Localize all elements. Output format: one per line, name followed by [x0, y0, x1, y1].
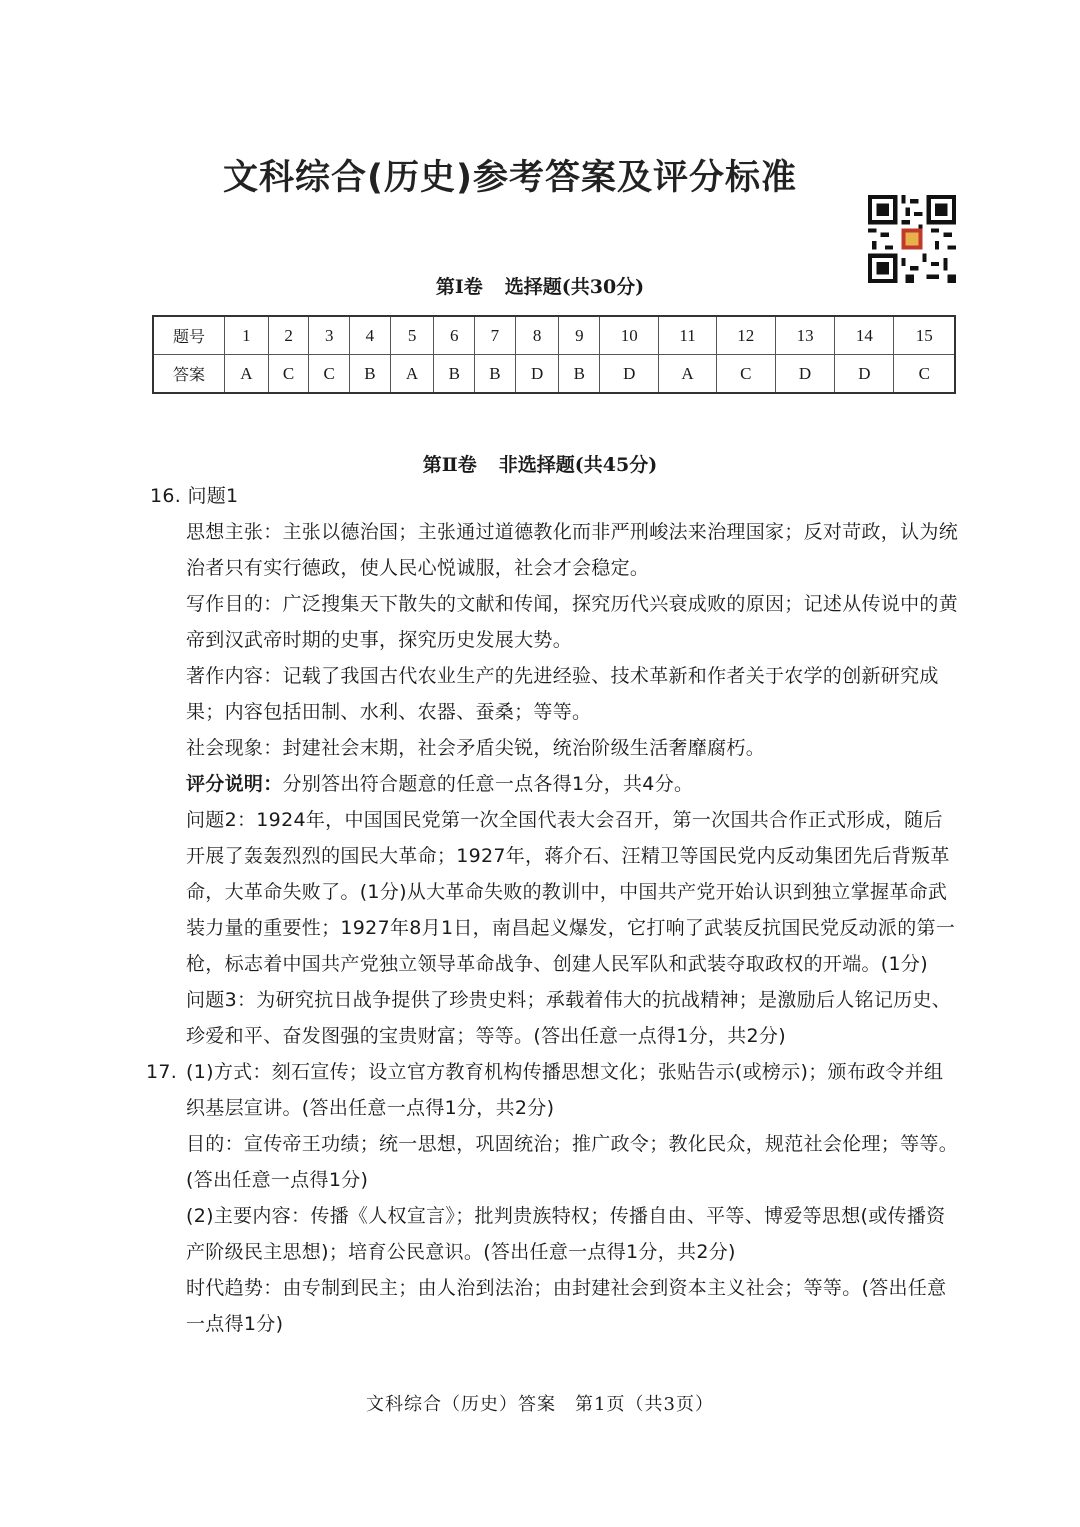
table-cell: B — [559, 355, 600, 394]
table-cell: 11 — [659, 316, 716, 355]
table-cell: 8 — [515, 316, 559, 355]
question-17-number: 17. — [146, 1061, 178, 1083]
table-cell: D — [515, 355, 559, 394]
table-cell: 5 — [390, 316, 434, 355]
q16-question-3: 问题3：为研究抗日战争提供了珍贵史料；承载着伟大的抗战精神；是激励后人铭记历史、珍爱和平、奋发图强的宝贵财富；等等。(答出任意一点得1分，共2分) — [186, 989, 952, 1047]
section-2-name: 非选择题(共45分) — [498, 454, 658, 476]
page-footer: 文科综合（历史）答案 第1页（共3页） — [366, 1394, 714, 1415]
table-cell: 4 — [350, 316, 391, 355]
q17-part2-trend: 时代趋势：由专制到民主；由人治到法治；由封建社会到资本主义社会；等等。(答出任意一点得1分) — [186, 1277, 947, 1335]
question-16-heading: 16. 问题1 — [150, 485, 239, 507]
table-cell: 1 — [225, 316, 269, 355]
table-cell: A — [659, 355, 716, 394]
table-cell: 14 — [835, 316, 894, 355]
q16-question-2: 问题2：1924年，中国国民党第一次全国代表大会召开，第一次国共合作正式形成，随后开展了轰轰烈烈的国民大革命；1927年，蒋介石、汪精卫等国民党内反动集团先后背叛革命，大革命失败了。(1分)从大革命失败的教训中，中国共产党开始认识到独立掌握革命武装力量的重要性；1927年8月1日，南昌起义爆发，它打响了武装反抗国民党反动派的第一枪，标志着中国共产党独立领导革命战争、创建人民军队和武装夺取政权的开端。(1分) — [186, 809, 956, 975]
q16-phenomenon: 社会现象：封建社会末期，社会矛盾尖锐，统治阶级生活奢靡腐朽。 — [186, 737, 766, 759]
table-row-answers — [153, 355, 955, 394]
table-cell: 2 — [268, 316, 309, 355]
scoring-note-label: 评分说明： — [186, 773, 283, 795]
q17-part2-content: (2)主要内容：传播《人权宣言》；批判贵族特权；传播自由、平等、博爱等思想(或传播资产阶级民主思想)；培育公民意识。(答出任意一点得1分，共2分) — [186, 1205, 946, 1263]
table-cell: 15 — [894, 316, 955, 355]
table-cell: 13 — [775, 316, 834, 355]
table-cell: A — [390, 355, 434, 394]
table-cell: D — [835, 355, 894, 394]
table-cell: 9 — [559, 316, 600, 355]
table-cell: B — [434, 355, 475, 394]
page-title: 文科综合(历史)参考答案及评分标准 — [223, 158, 797, 198]
table-cell: 3 — [309, 316, 350, 355]
table-cell: C — [894, 355, 955, 394]
answer-body — [146, 478, 960, 1342]
table-cell: 6 — [434, 316, 475, 355]
table-cell: 12 — [716, 316, 775, 355]
q17-part1-methods: (1)方式：刻石宣传；设立官方教育机构传播思想文化；张贴告示(或榜示)；颁布政令并组织基层宣讲。(答出任意一点得1分，共2分) — [186, 1061, 944, 1119]
q16-ideology: 思想主张：主张以德治国；主张通过道德教化而非严刑峻法来治理国家；反对苛政，认为统治者只有实行德政，使人民心悦诚服，社会才会稳定。 — [186, 521, 959, 579]
q16-content: 著作内容：记载了我国古代农业生产的先进经验、技术革新和作者关于农学的创新研究成果；内容包括田制、水利、农器、蚕桑；等等。 — [186, 665, 939, 723]
section-1-name: 选择题(共30分) — [504, 276, 645, 298]
table-cell: D — [600, 355, 659, 394]
table-cell: 10 — [600, 316, 659, 355]
table-cell: 7 — [475, 316, 516, 355]
row-header-number: 题号 — [153, 316, 225, 355]
table-cell: C — [716, 355, 775, 394]
q17-part1-purpose: 目的：宣传帝王功绩；统一思想，巩固统治；推广政令；教化民众，规范社会伦理；等等。(答出任意一点得1分) — [186, 1133, 959, 1191]
section-2-heading — [0, 450, 1080, 477]
table-cell: B — [475, 355, 516, 394]
q16-scoring-note — [150, 766, 960, 802]
table-cell: C — [309, 355, 350, 394]
question-17 — [146, 1054, 960, 1126]
q16-purpose: 写作目的：广泛搜集天下散失的文献和传闻，探究历代兴衰成败的原因；记述从传说中的黄帝到汉武帝时期的史事，探究历史发展大势。 — [186, 593, 959, 651]
scoring-note-text: 分别答出符合题意的任意一点各得1分，共4分。 — [282, 773, 694, 795]
row-header-answer: 答案 — [153, 355, 225, 394]
table-row-numbers — [153, 316, 955, 355]
section-2-label: 第Ⅱ卷 — [422, 454, 477, 476]
answer-table — [152, 315, 956, 394]
table-cell: D — [775, 355, 834, 394]
table-cell: A — [225, 355, 269, 394]
table-cell: C — [268, 355, 309, 394]
section-1-label: 第Ⅰ卷 — [435, 276, 483, 298]
section-1-heading — [0, 272, 1080, 299]
qr-code — [868, 195, 956, 283]
table-cell: B — [350, 355, 391, 394]
